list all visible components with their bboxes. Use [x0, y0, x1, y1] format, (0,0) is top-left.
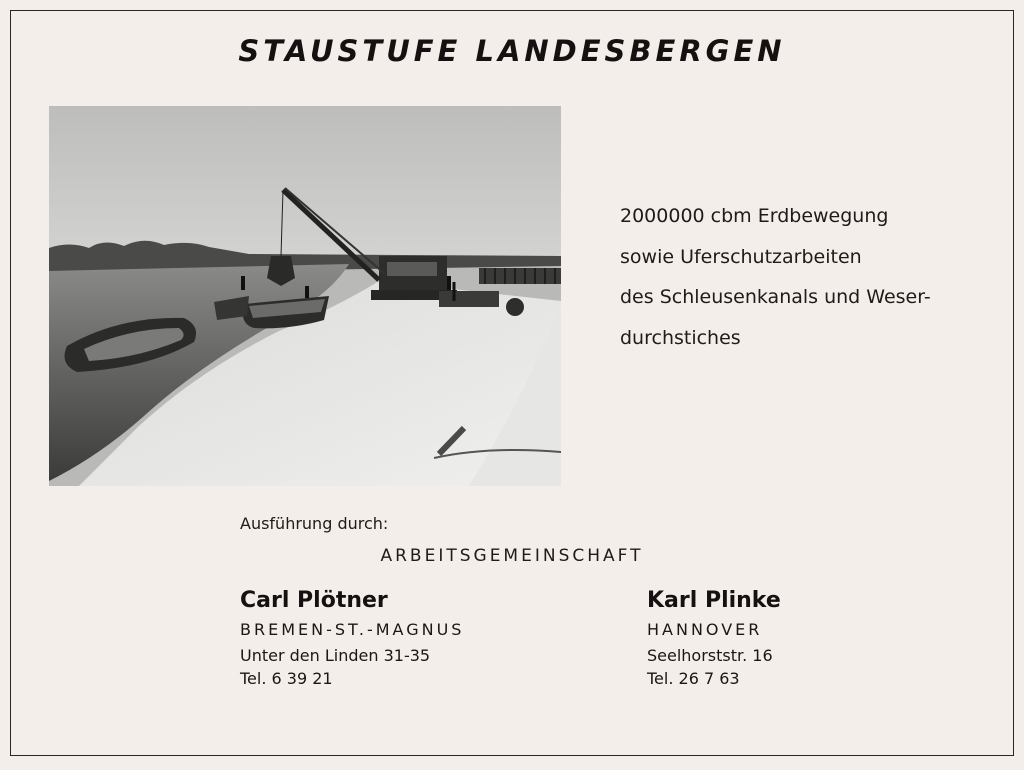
description-line: durchstiches — [620, 326, 741, 349]
description-line: sowie Uferschutzarbeiten — [620, 245, 862, 268]
firm-phone: Tel. 6 39 21 — [240, 669, 333, 688]
firm-name: Karl Plinke — [647, 588, 781, 613]
firm-phone: Tel. 26 7 63 — [647, 669, 740, 688]
firm-city: BREMEN-ST.-MAGNUS — [240, 620, 465, 639]
description-line: 2000000 cbm Erdbewegung — [620, 205, 889, 227]
description-line: des Schleusenkanals und Weser- — [620, 286, 931, 308]
page-title: STAUSTUFE LANDESBERGEN — [238, 34, 786, 68]
construction-photo — [49, 106, 561, 486]
firm-plinke — [647, 588, 781, 690]
consortium-heading: ARBEITSGEMEINSCHAFT — [380, 546, 644, 566]
firm-name: Carl Plötner — [240, 588, 388, 613]
firm-street: Unter den Linden 31-35 — [240, 646, 431, 665]
execution-intro: Ausführung durch: — [240, 514, 389, 533]
firm-ploetner — [240, 588, 464, 690]
firm-street: Seelhorststr. 16 — [647, 646, 773, 665]
firm-city: HANNOVER — [647, 620, 763, 639]
work-description — [620, 196, 980, 358]
